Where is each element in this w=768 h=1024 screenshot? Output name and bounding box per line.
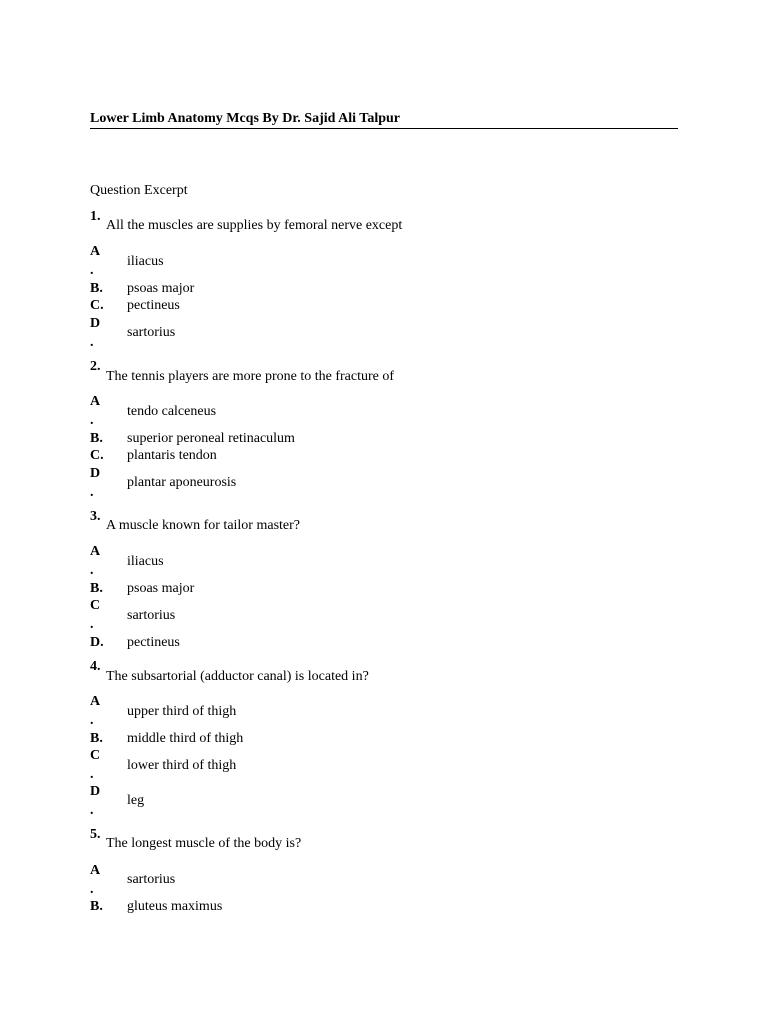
option-text: leg <box>127 793 145 808</box>
option-letter-dot: . <box>90 263 94 278</box>
option-letter: A <box>90 544 101 559</box>
option-letter: A <box>90 244 101 259</box>
option-letter-dot: . <box>90 335 94 350</box>
option-letter: B. <box>90 581 103 596</box>
option-letter-dot: . <box>90 485 94 500</box>
section-label: Question Excerpt <box>90 183 188 198</box>
option-letter-dot: . <box>90 713 94 728</box>
question-text: All the muscles are supplies by femoral nerve except <box>106 218 403 233</box>
option-text: iliacus <box>127 254 164 269</box>
option-text: psoas major <box>127 581 195 596</box>
question-text: The longest muscle of the body is? <box>106 836 302 851</box>
option-letter: B. <box>90 731 103 746</box>
option-letter: C <box>90 748 101 763</box>
option-letter: A <box>90 394 101 409</box>
option-text: sartorius <box>127 325 176 340</box>
option-text: superior peroneal retinaculum <box>127 431 295 446</box>
document-title: Lower Limb Anatomy Mcqs By Dr. Sajid Ali Talpur <box>90 111 678 129</box>
option-text: sartorius <box>127 608 176 623</box>
option-letter-dot: . <box>90 413 94 428</box>
option-text: lower third of thigh <box>127 758 237 773</box>
option-letter-dot: . <box>90 882 94 897</box>
option-letter-dot: . <box>90 803 94 818</box>
question-text: The tennis players are more prone to the fracture of <box>106 369 395 384</box>
option-text: plantar aponeurosis <box>127 475 237 490</box>
question-text: A muscle known for tailor master? <box>106 518 301 533</box>
option-text: plantaris tendon <box>127 448 217 463</box>
option-letter: A <box>90 863 101 878</box>
option-letter-dot: . <box>90 767 94 782</box>
question-number: 5. <box>90 827 101 842</box>
option-text: gluteus maximus <box>127 899 223 914</box>
option-text: pectineus <box>127 635 180 650</box>
option-letter: D <box>90 784 101 799</box>
option-text: pectineus <box>127 298 180 313</box>
question-number: 4. <box>90 659 101 674</box>
option-letter: B. <box>90 431 103 446</box>
question-number: 1. <box>90 209 101 224</box>
option-letter: D. <box>90 635 104 650</box>
option-letter: B. <box>90 281 103 296</box>
question-text: The subsartorial (adductor canal) is located in? <box>106 669 369 684</box>
option-letter: A <box>90 694 101 709</box>
option-letter-dot: . <box>90 563 94 578</box>
option-letter: C <box>90 598 101 613</box>
option-letter: D <box>90 466 101 481</box>
option-text: tendo calceneus <box>127 404 217 419</box>
option-text: sartorius <box>127 872 176 887</box>
option-letter: C. <box>90 298 104 313</box>
option-text: upper third of thigh <box>127 704 237 719</box>
question-number: 3. <box>90 509 101 524</box>
option-letter: B. <box>90 899 103 914</box>
option-text: iliacus <box>127 554 164 569</box>
option-letter-dot: . <box>90 617 94 632</box>
question-number: 2. <box>90 359 101 374</box>
option-letter: C. <box>90 448 104 463</box>
option-text: middle third of thigh <box>127 731 244 746</box>
option-text: psoas major <box>127 281 195 296</box>
option-letter: D <box>90 316 101 331</box>
